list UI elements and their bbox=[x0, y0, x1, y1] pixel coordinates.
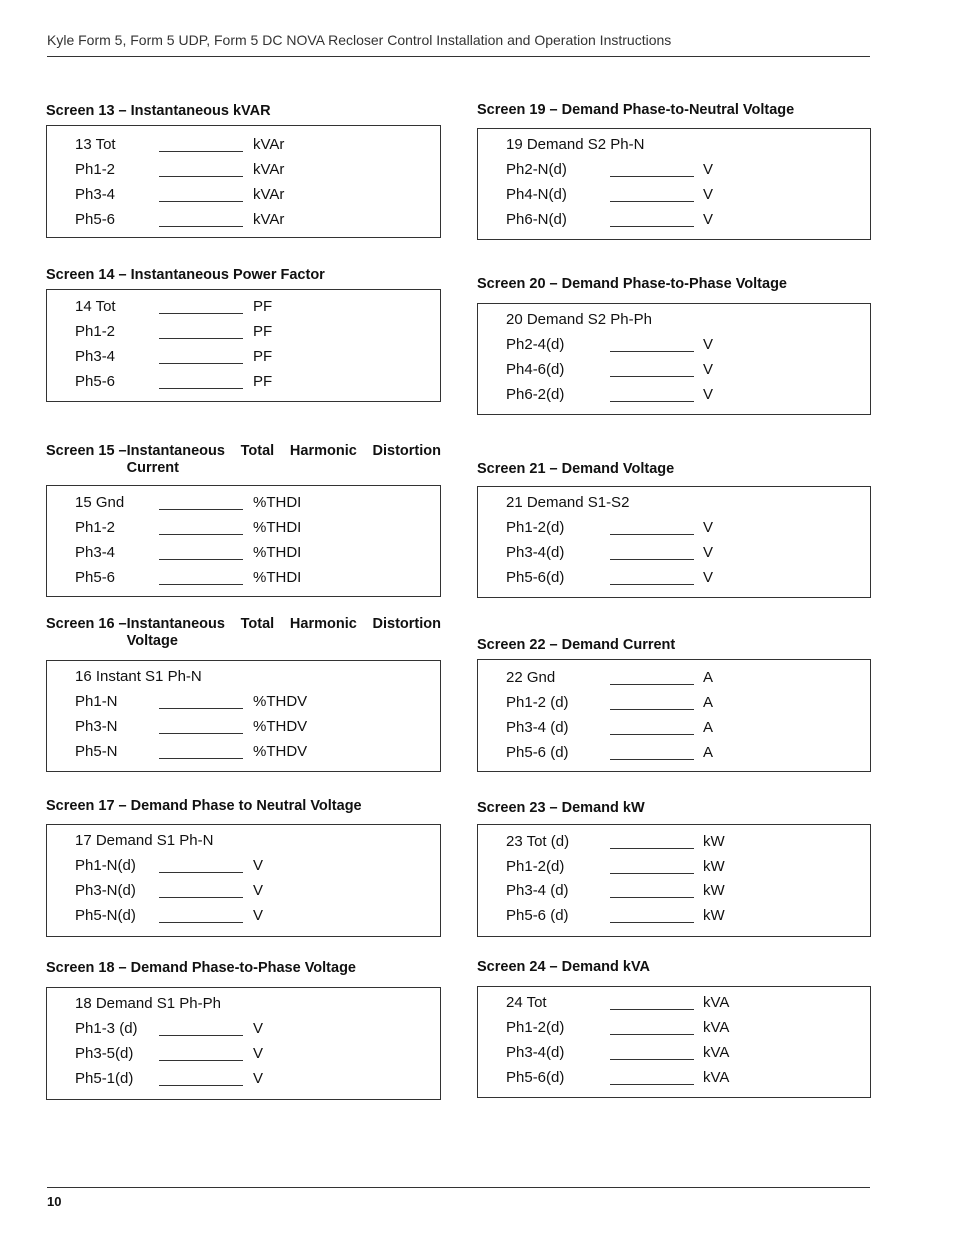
row-label: Ph3-N bbox=[75, 718, 118, 735]
entry-blank bbox=[610, 361, 694, 377]
screen-15-section bbox=[46, 443, 441, 586]
row-label: Ph3-4 bbox=[75, 186, 116, 203]
row-unit: kVA bbox=[703, 1069, 730, 1086]
section-title: Screen 21 – Demand Voltage bbox=[477, 461, 675, 477]
row-label: Ph3-5(d) bbox=[75, 1045, 134, 1062]
row-unit: %THDI bbox=[253, 519, 302, 536]
row-unit: V bbox=[253, 907, 264, 924]
screen-20-section bbox=[477, 276, 871, 403]
row-label: Ph3-4 (d) bbox=[506, 882, 569, 899]
row-label: Ph3-N(d) bbox=[75, 882, 136, 899]
screen-20-box bbox=[477, 303, 871, 415]
screen-23-box bbox=[477, 824, 871, 937]
screen-heading-text: 21 Demand S1-S2 bbox=[506, 494, 630, 511]
entry-blank bbox=[159, 519, 243, 535]
row-label: Ph5-6 (d) bbox=[506, 744, 569, 761]
entry-blank bbox=[610, 994, 694, 1010]
entry-blank bbox=[610, 744, 694, 760]
row-unit: %THDV bbox=[253, 693, 308, 710]
row-unit: PF bbox=[253, 373, 273, 390]
entry-blank bbox=[610, 569, 694, 585]
row-label: Ph5-6(d) bbox=[506, 1069, 565, 1086]
screen-heading-text: 19 Demand S2 Ph-N bbox=[506, 136, 645, 153]
row-unit: A bbox=[703, 669, 714, 686]
row-unit: V bbox=[703, 544, 714, 561]
screen-24-section bbox=[477, 959, 871, 1086]
screen-19-box bbox=[477, 128, 871, 240]
row-label: Ph1-N(d) bbox=[75, 857, 136, 874]
entry-blank bbox=[610, 211, 694, 227]
row-label: 15 Gnd bbox=[75, 494, 125, 511]
section-title: Screen 18 – Demand Phase-to-Phase Voltage bbox=[46, 960, 356, 976]
row-label: Ph5-6(d) bbox=[506, 569, 565, 586]
row-label: Ph5-1(d) bbox=[75, 1070, 134, 1087]
row-unit: kW bbox=[703, 833, 725, 850]
section-title-prefix: Screen 15 – bbox=[46, 443, 127, 459]
row-unit: V bbox=[253, 857, 264, 874]
screen-22-box bbox=[477, 659, 871, 772]
entry-blank bbox=[159, 161, 243, 177]
row-label: 24 Tot bbox=[506, 994, 547, 1011]
screen-13-section bbox=[46, 103, 441, 228]
screen-17-box bbox=[46, 824, 441, 937]
row-label: 13 Tot bbox=[75, 136, 116, 153]
entry-blank bbox=[159, 348, 243, 364]
screen-24-box bbox=[477, 986, 871, 1098]
entry-blank bbox=[159, 186, 243, 202]
entry-blank bbox=[159, 1045, 243, 1061]
row-unit: kW bbox=[703, 882, 725, 899]
screen-16-box bbox=[46, 660, 441, 772]
entry-blank bbox=[159, 136, 243, 152]
row-label: Ph1-2(d) bbox=[506, 858, 565, 875]
row-label: 22 Gnd bbox=[506, 669, 556, 686]
entry-blank bbox=[610, 694, 694, 710]
entry-blank bbox=[159, 1070, 243, 1086]
row-unit: V bbox=[253, 1020, 264, 1037]
entry-blank bbox=[610, 882, 694, 898]
entry-blank bbox=[610, 1019, 694, 1035]
section-title: Screen 22 – Demand Current bbox=[477, 637, 676, 653]
row-unit: %THDI bbox=[253, 569, 302, 586]
entry-blank bbox=[610, 719, 694, 735]
entry-blank bbox=[610, 669, 694, 685]
row-label: Ph3-4 bbox=[75, 348, 116, 365]
entry-blank bbox=[159, 718, 243, 734]
row-label: Ph4-N(d) bbox=[506, 186, 567, 203]
entry-blank bbox=[159, 323, 243, 339]
row-unit: kW bbox=[703, 907, 725, 924]
row-unit: kVAr bbox=[253, 136, 285, 153]
screen-18-section bbox=[46, 960, 441, 1087]
row-label: Ph5-N(d) bbox=[75, 907, 136, 924]
entry-blank bbox=[610, 1044, 694, 1060]
screen-21-box bbox=[477, 486, 871, 598]
row-label: Ph2-N(d) bbox=[506, 161, 567, 178]
row-unit: A bbox=[703, 694, 714, 711]
entry-blank bbox=[159, 211, 243, 227]
row-label: Ph5-6 bbox=[75, 373, 116, 390]
entry-blank bbox=[159, 857, 243, 873]
row-unit: V bbox=[703, 211, 714, 228]
screen-heading-text: 20 Demand S2 Ph-Ph bbox=[506, 311, 652, 328]
entry-blank bbox=[159, 882, 243, 898]
row-label: Ph4-6(d) bbox=[506, 361, 565, 378]
row-label: Ph3-4(d) bbox=[506, 1044, 565, 1061]
row-unit: kVAr bbox=[253, 186, 285, 203]
entry-blank bbox=[610, 161, 694, 177]
row-unit: kW bbox=[703, 858, 725, 875]
row-unit: V bbox=[253, 1045, 264, 1062]
entry-blank bbox=[159, 569, 243, 585]
entry-blank bbox=[610, 544, 694, 560]
entry-blank bbox=[159, 907, 243, 923]
row-unit: PF bbox=[253, 323, 273, 340]
row-unit: V bbox=[253, 1070, 264, 1087]
entry-blank bbox=[159, 298, 243, 314]
entry-blank bbox=[159, 494, 243, 510]
section-title: Screen 24 – Demand kVA bbox=[477, 959, 651, 975]
row-unit: V bbox=[253, 882, 264, 899]
entry-blank bbox=[610, 336, 694, 352]
page-number: 10 bbox=[47, 1194, 62, 1209]
screen-heading-text: 16 Instant S1 Ph-N bbox=[75, 668, 202, 685]
section-title: Screen 20 – Demand Phase-to-Phase Voltage bbox=[477, 276, 787, 292]
row-unit: V bbox=[703, 386, 714, 403]
row-label: Ph3-4 bbox=[75, 544, 116, 561]
entry-blank bbox=[610, 519, 694, 535]
row-label: Ph1-2(d) bbox=[506, 1019, 565, 1036]
row-unit: V bbox=[703, 519, 714, 536]
entry-blank bbox=[159, 1020, 243, 1036]
entry-blank bbox=[159, 373, 243, 389]
row-unit: PF bbox=[253, 298, 273, 315]
entry-blank bbox=[610, 858, 694, 874]
entry-blank bbox=[159, 743, 243, 759]
screen-14-box bbox=[46, 289, 441, 402]
row-unit: %THDI bbox=[253, 494, 302, 511]
row-label: Ph3-4(d) bbox=[506, 544, 565, 561]
row-label: Ph2-4(d) bbox=[506, 336, 565, 353]
row-unit: A bbox=[703, 744, 714, 761]
section-title bbox=[46, 443, 441, 477]
section-title: Screen 13 – Instantaneous kVAR bbox=[46, 103, 271, 119]
row-label: Ph3-4 (d) bbox=[506, 719, 569, 736]
page-header-title: Kyle Form 5, Form 5 UDP, Form 5 DC NOVA Recloser Control Installation and Operation Instructions bbox=[47, 32, 672, 48]
entry-blank bbox=[610, 186, 694, 202]
section-title: Screen 19 – Demand Phase-to-Neutral Voltage bbox=[477, 102, 795, 118]
row-unit: kVA bbox=[703, 1019, 730, 1036]
row-unit: V bbox=[703, 569, 714, 586]
screen-16-section bbox=[46, 616, 441, 760]
row-unit: kVA bbox=[703, 994, 730, 1011]
row-unit: V bbox=[703, 361, 714, 378]
row-label: Ph6-2(d) bbox=[506, 386, 565, 403]
section-title: Screen 23 – Demand kW bbox=[477, 800, 645, 816]
footer-divider bbox=[47, 1187, 870, 1188]
screen-22-section bbox=[477, 637, 871, 761]
row-label: Ph1-3 (d) bbox=[75, 1020, 138, 1037]
row-unit: kVAr bbox=[253, 211, 285, 228]
screen-heading-text: 17 Demand S1 Ph-N bbox=[75, 832, 214, 849]
row-label: Ph1-2 bbox=[75, 519, 116, 536]
row-unit: %THDI bbox=[253, 544, 302, 561]
row-unit: V bbox=[703, 186, 714, 203]
screen-heading-text: 18 Demand S1 Ph-Ph bbox=[75, 995, 221, 1012]
entry-blank bbox=[610, 833, 694, 849]
row-label: Ph6-N(d) bbox=[506, 211, 567, 228]
row-label: Ph5-N bbox=[75, 743, 118, 760]
section-title: Screen 14 – Instantaneous Power Factor bbox=[46, 267, 325, 283]
screen-15-box bbox=[46, 485, 441, 597]
row-label: Ph1-N bbox=[75, 693, 118, 710]
section-title: Screen 17 – Demand Phase to Neutral Voltage bbox=[46, 798, 362, 814]
section-title-text: Instantaneous Total Harmonic Distortion Current bbox=[126, 443, 441, 476]
section-title-text: Instantaneous Total Harmonic Distortion Voltage bbox=[126, 616, 441, 649]
entry-blank bbox=[159, 544, 243, 560]
screen-21-section bbox=[477, 461, 871, 586]
row-label: Ph1-2 (d) bbox=[506, 694, 569, 711]
row-unit: %THDV bbox=[253, 718, 308, 735]
screen-18-box bbox=[46, 987, 441, 1100]
row-unit: PF bbox=[253, 348, 273, 365]
row-unit: A bbox=[703, 719, 714, 736]
screen-13-box bbox=[46, 125, 441, 238]
screen-17-section bbox=[46, 798, 441, 924]
row-unit: kVA bbox=[703, 1044, 730, 1061]
row-label: Ph1-2 bbox=[75, 323, 116, 340]
row-label: Ph5-6 bbox=[75, 569, 116, 586]
row-unit: V bbox=[703, 161, 714, 178]
entry-blank bbox=[159, 693, 243, 709]
row-label: 14 Tot bbox=[75, 298, 116, 315]
row-unit: V bbox=[703, 336, 714, 353]
row-label: Ph5-6 bbox=[75, 211, 116, 228]
section-title-prefix: Screen 16 – bbox=[46, 616, 127, 632]
section-title bbox=[46, 616, 441, 650]
row-label: Ph5-6 (d) bbox=[506, 907, 569, 924]
screen-19-section bbox=[477, 102, 871, 228]
row-label: Ph1-2(d) bbox=[506, 519, 565, 536]
screen-14-section bbox=[46, 267, 441, 390]
screen-23-section bbox=[477, 800, 871, 924]
row-unit: %THDV bbox=[253, 743, 308, 760]
header-divider bbox=[47, 56, 870, 57]
row-label: Ph1-2 bbox=[75, 161, 116, 178]
row-unit: kVAr bbox=[253, 161, 285, 178]
row-label: 23 Tot (d) bbox=[506, 833, 570, 850]
entry-blank bbox=[610, 907, 694, 923]
entry-blank bbox=[610, 1069, 694, 1085]
entry-blank bbox=[610, 386, 694, 402]
